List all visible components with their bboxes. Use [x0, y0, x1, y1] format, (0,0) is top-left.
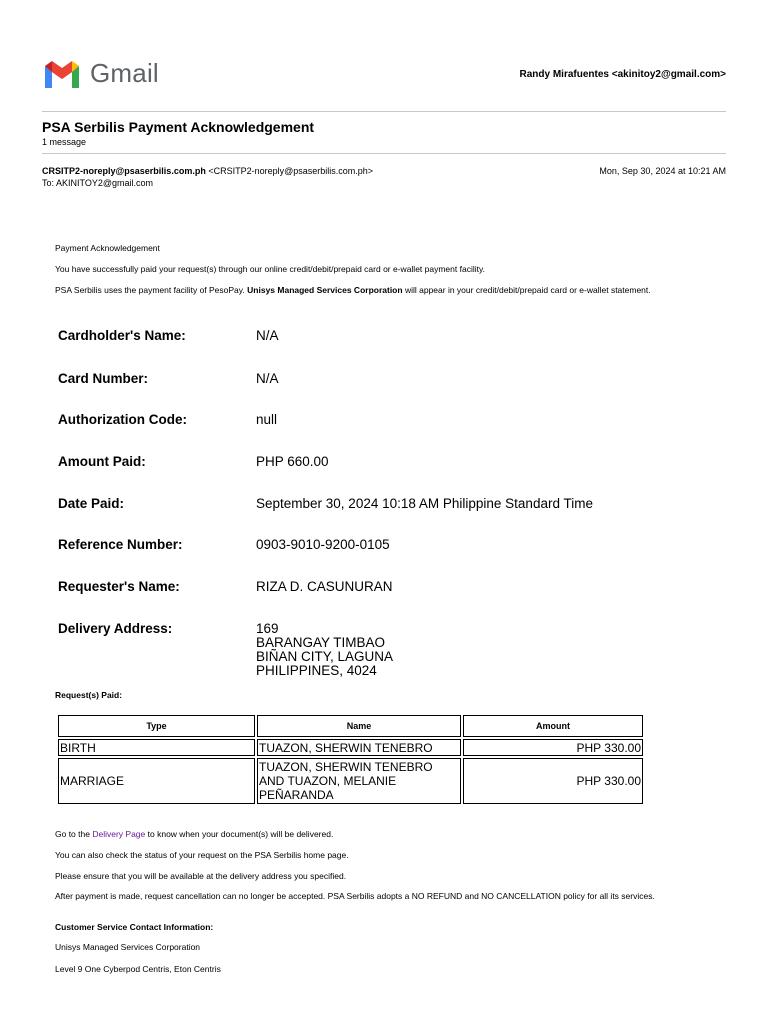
detail-value-delivery-address: [256, 622, 393, 678]
address-line: BIÑAN CITY, LAGUNA: [256, 649, 394, 664]
header-divider: [42, 111, 726, 112]
line2-prefix: PSA Serbilis uses the payment facility of PesoPay.: [55, 285, 245, 295]
detail-label-delivery-address: Delivery Address:: [58, 621, 173, 636]
cell-amount: PHP 330.00: [463, 739, 643, 756]
email-date: Mon, Sep 30, 2024 at 10:21 AM: [599, 166, 726, 176]
cell-type: MARRIAGE: [58, 758, 255, 804]
cell-type: BIRTH: [58, 739, 255, 756]
detail-label-date-paid: Date Paid:: [58, 496, 125, 511]
ensure-note: Please ensure that you will be available at the delivery address you specified.: [55, 871, 347, 881]
contact-company: Unisys Managed Services Corporation: [55, 942, 201, 952]
detail-value-reference: 0903-9010-9200-0105: [256, 537, 390, 552]
detail-value-date-paid: September 30, 2024 10:18 AM Philippine Standard Time: [256, 496, 593, 511]
table-row: [58, 758, 643, 804]
policy-note: After payment is made, request cancellation can no longer be accepted. PSA Serbilis adopts a NO REFUND and NO CANCELLATION policy for all its services.: [55, 891, 655, 901]
address-line: PHILIPPINES, 4024: [256, 663, 377, 678]
goto-prefix: Go to the: [55, 829, 90, 839]
address-line: 169: [256, 621, 279, 636]
status-note: You can also check the status of your request on the PSA Serbilis home page.: [55, 850, 349, 860]
account-label: Randy Mirafuentes <akinitoy2@gmail.com>: [519, 69, 726, 80]
sender-line: [42, 166, 373, 176]
detail-label-amount: Amount Paid:: [58, 454, 146, 469]
detail-label-authorization: Authorization Code:: [58, 412, 187, 427]
table-row: [58, 739, 643, 756]
detail-value-amount: PHP 660.00: [256, 454, 329, 469]
requests-table: [56, 713, 645, 806]
detail-label-card-number: Card Number:: [58, 371, 149, 386]
delivery-page-note: [55, 829, 695, 840]
sender-name: CRSITP2-noreply@psaserbilis.com.ph: [42, 166, 206, 176]
detail-value-requester: RIZA D. CASUNURAN: [256, 579, 393, 594]
table-header-row: [58, 715, 643, 737]
requests-title: Request(s) Paid:: [55, 690, 123, 700]
detail-label-cardholder: Cardholder's Name:: [58, 328, 186, 343]
detail-value-cardholder: N/A: [256, 328, 279, 343]
cell-amount: PHP 330.00: [463, 758, 643, 804]
line2-bold: Unisys Managed Services Corporation: [247, 285, 403, 295]
message-count: 1 message: [42, 137, 87, 147]
body-line-1: You have successfully paid your request(s) through our online credit/debit/prepaid card or e-wallet payment facility.: [55, 264, 485, 274]
contact-address: Level 9 One Cyberpod Centris, Eton Centris: [55, 964, 221, 974]
detail-label-reference: Reference Number:: [58, 537, 183, 552]
recipient-line: To: AKINITOY2@gmail.com: [42, 178, 154, 188]
column-header-name: Name: [257, 715, 461, 737]
address-line: BARANGAY TIMBAO: [256, 635, 386, 650]
subject-divider: [42, 153, 726, 154]
body-heading: Payment Acknowledgement: [55, 243, 160, 253]
detail-value-authorization: null: [256, 412, 278, 427]
goto-suffix: to know when your document(s) will be delivered.: [147, 829, 334, 839]
line2-suffix: will appear in your credit/debit/prepaid card or e-wallet statement.: [404, 285, 651, 295]
email-subject: PSA Serbilis Payment Acknowledgement: [42, 119, 315, 135]
cell-name: TUAZON, SHERWIN TENEBRO: [257, 739, 461, 756]
delivery-page-link[interactable]: Delivery Page: [92, 829, 146, 839]
cell-name: TUAZON, SHERWIN TENEBRO AND TUAZON, MELANIE PEÑARANDA: [257, 758, 461, 804]
sender-address: <CRSITP2-noreply@psaserbilis.com.ph>: [208, 166, 374, 176]
contact-heading: Customer Service Contact Information:: [55, 922, 214, 932]
detail-value-card-number: N/A: [256, 371, 279, 386]
body-line-2: [55, 285, 651, 295]
detail-label-requester: Requester's Name:: [58, 579, 180, 594]
gmail-wordmark: Gmail: [90, 58, 159, 88]
gmail-logo-icon: [42, 58, 82, 88]
column-header-type: Type: [58, 715, 255, 737]
column-header-amount: Amount: [463, 715, 643, 737]
